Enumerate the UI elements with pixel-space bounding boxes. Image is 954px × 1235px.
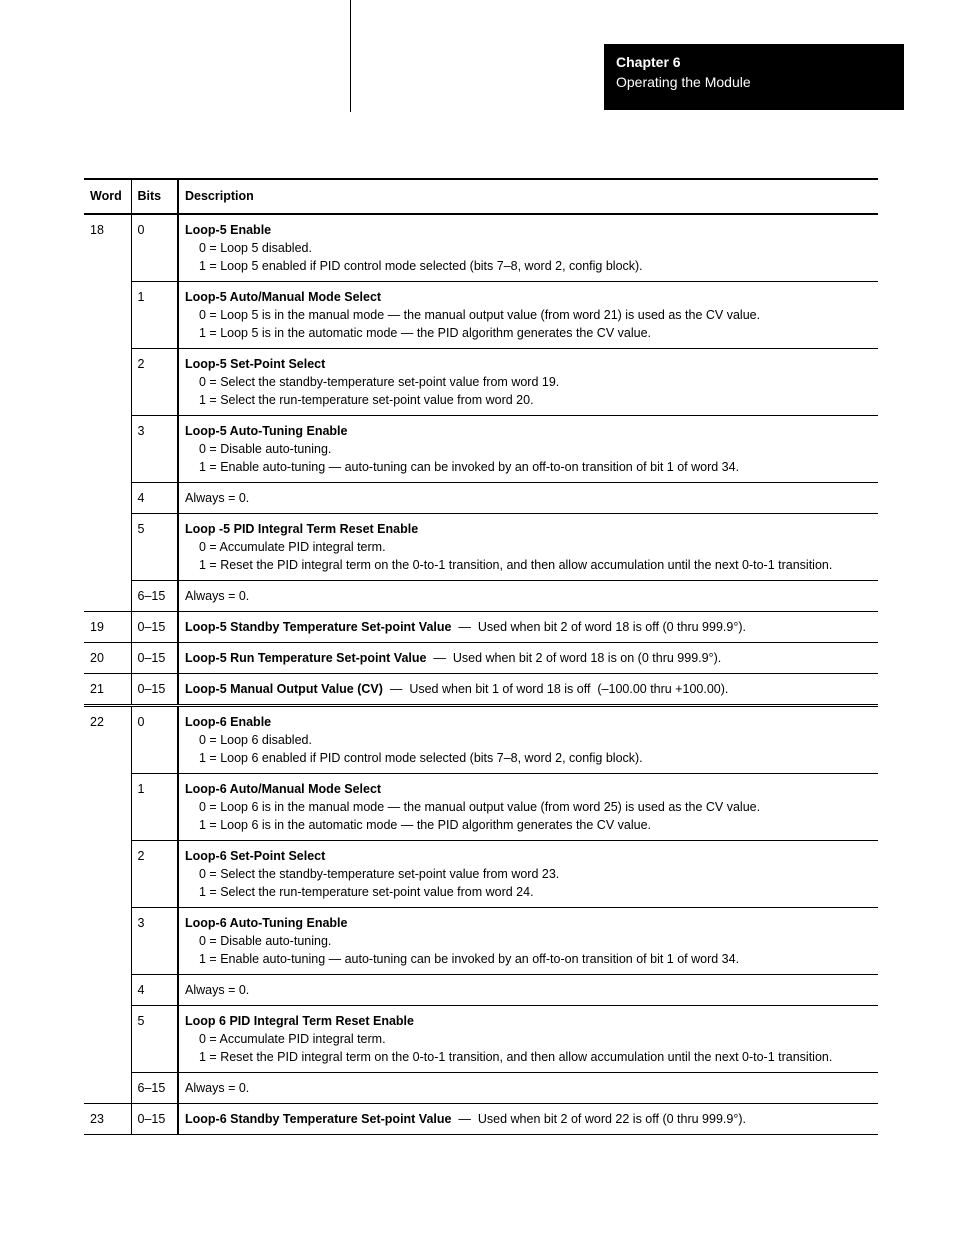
description-cell <box>178 612 878 643</box>
description-title: Loop-5 Set-Point Select <box>185 357 326 371</box>
table-row <box>84 1006 878 1073</box>
chapter-title: Operating the Module <box>616 74 751 90</box>
description-cell <box>178 1006 878 1073</box>
description-cell <box>178 214 878 282</box>
table-row <box>84 643 878 674</box>
description-line: 0 = Accumulate PID integral term. <box>199 540 386 554</box>
description-text: Always = 0. <box>185 983 250 997</box>
bits-cell: 0 <box>131 214 178 282</box>
description-title: Loop-6 Enable <box>185 715 272 729</box>
bits-cell: 0–15 <box>131 674 178 706</box>
bits-cell: 6–15 <box>131 581 178 612</box>
table-header-row <box>84 179 878 214</box>
description-text: — Used when bit 1 of word 18 is off (–100.00 thru +100.00). <box>382 682 729 696</box>
table-row <box>84 975 878 1006</box>
table-row <box>84 774 878 841</box>
description-line: 0 = Loop 6 disabled. <box>199 733 312 747</box>
description-cell <box>178 975 878 1006</box>
bits-cell: 4 <box>131 975 178 1006</box>
bits-cell: 3 <box>131 908 178 975</box>
bits-cell: 0 <box>131 706 178 774</box>
column-header-word: Word <box>84 179 131 214</box>
chapter-number: Chapter 6 <box>616 54 681 70</box>
table-row <box>84 908 878 975</box>
register-table <box>84 178 878 1135</box>
description-title: Loop-5 Auto-Tuning Enable <box>185 424 348 438</box>
column-header-bits: Bits <box>131 179 178 214</box>
description-line: 0 = Accumulate PID integral term. <box>199 1032 386 1046</box>
word-cell: 22 <box>84 706 131 1104</box>
bits-cell: 0–15 <box>131 643 178 674</box>
description-line: 1 = Enable auto-tuning — auto-tuning can be invoked by an off-to-on transition of bit 1 of word 34. <box>199 460 740 474</box>
description-title: Loop-5 Enable <box>185 223 272 237</box>
description-line: 0 = Loop 5 is in the manual mode — the manual output value (from word 21) is used as the CV value. <box>199 308 761 322</box>
description-cell <box>178 841 878 908</box>
word-cell: 20 <box>84 643 131 674</box>
description-title: Loop-6 Set-Point Select <box>185 849 326 863</box>
description-line: 0 = Disable auto-tuning. <box>199 934 332 948</box>
column-header-description: Description <box>178 179 878 214</box>
description-line: 0 = Loop 6 is in the manual mode — the manual output value (from word 25) is used as the CV value. <box>199 800 761 814</box>
description-cell <box>178 774 878 841</box>
description-text: — Used when bit 2 of word 22 is off (0 thru 999.9°). <box>451 1112 746 1126</box>
bits-cell: 5 <box>131 1006 178 1073</box>
bits-cell: 5 <box>131 514 178 581</box>
description-title: Loop-5 Auto/Manual Mode Select <box>185 290 382 304</box>
bits-cell: 2 <box>131 349 178 416</box>
description-title: Loop-5 Manual Output Value (CV) <box>185 682 383 696</box>
description-line: 0 = Select the standby-temperature set-point value from word 19. <box>199 375 560 389</box>
table-row <box>84 349 878 416</box>
bits-cell: 2 <box>131 841 178 908</box>
description-cell <box>178 349 878 416</box>
description-cell <box>178 643 878 674</box>
description-line: 0 = Loop 5 disabled. <box>199 241 312 255</box>
description-cell <box>178 282 878 349</box>
description-line: 1 = Select the run-temperature set-point value from word 24. <box>199 885 534 899</box>
description-line: 1 = Loop 5 enabled if PID control mode selected (bits 7–8, word 2, config block). <box>199 259 643 273</box>
table-row <box>84 706 878 774</box>
description-cell <box>178 581 878 612</box>
description-line: 1 = Enable auto-tuning — auto-tuning can be invoked by an off-to-on transition of bit 1 of word 34. <box>199 952 740 966</box>
table-row <box>84 282 878 349</box>
description-title: Loop 6 PID Integral Term Reset Enable <box>185 1014 414 1028</box>
description-text: Always = 0. <box>185 589 250 603</box>
header-vertical-rule <box>350 0 351 112</box>
description-text: Always = 0. <box>185 491 250 505</box>
table-row <box>84 1073 878 1104</box>
table-body <box>84 214 878 1135</box>
table-row <box>84 841 878 908</box>
description-line: 0 = Select the standby-temperature set-point value from word 23. <box>199 867 560 881</box>
table-row <box>84 612 878 643</box>
description-line: 1 = Select the run-temperature set-point value from word 20. <box>199 393 534 407</box>
table-row <box>84 581 878 612</box>
description-title: Loop-5 Run Temperature Set-point Value <box>185 651 427 665</box>
description-line: 0 = Disable auto-tuning. <box>199 442 332 456</box>
description-cell <box>178 1073 878 1104</box>
word-cell: 18 <box>84 214 131 612</box>
bits-cell: 1 <box>131 282 178 349</box>
description-title: Loop -5 PID Integral Term Reset Enable <box>185 522 419 536</box>
bits-cell: 4 <box>131 483 178 514</box>
description-title: Loop-6 Standby Temperature Set-point Value <box>185 1112 452 1126</box>
table-row <box>84 416 878 483</box>
description-line: 1 = Reset the PID integral term on the 0-to-1 transition, and then allow accumulation until the next 0-to-1 transition. <box>199 1050 833 1064</box>
description-cell <box>178 416 878 483</box>
description-title: Loop-5 Standby Temperature Set-point Value <box>185 620 452 634</box>
description-cell <box>178 706 878 774</box>
description-line: 1 = Reset the PID integral term on the 0-to-1 transition, and then allow accumulation until the next 0-to-1 transition. <box>199 558 833 572</box>
table-row <box>84 514 878 581</box>
description-line: 1 = Loop 6 is in the automatic mode — the PID algorithm generates the CV value. <box>199 818 651 832</box>
description-cell <box>178 483 878 514</box>
word-cell: 19 <box>84 612 131 643</box>
description-cell <box>178 514 878 581</box>
description-title: Loop-6 Auto-Tuning Enable <box>185 916 348 930</box>
description-line: 1 = Loop 6 enabled if PID control mode selected (bits 7–8, word 2, config block). <box>199 751 643 765</box>
description-text: — Used when bit 2 of word 18 is off (0 thru 999.9°). <box>451 620 746 634</box>
description-cell <box>178 1104 878 1135</box>
bits-cell: 0–15 <box>131 612 178 643</box>
description-line: 1 = Loop 5 is in the automatic mode — the PID algorithm generates the CV value. <box>199 326 651 340</box>
table-row <box>84 1104 878 1135</box>
description-text: — Used when bit 2 of word 18 is on (0 thru 999.9°). <box>426 651 722 665</box>
description-cell <box>178 908 878 975</box>
word-cell: 21 <box>84 674 131 706</box>
description-cell <box>178 674 878 706</box>
chapter-header <box>604 44 904 110</box>
bits-cell: 1 <box>131 774 178 841</box>
table-row <box>84 483 878 514</box>
table-row <box>84 674 878 706</box>
description-text: Always = 0. <box>185 1081 250 1095</box>
bits-cell: 6–15 <box>131 1073 178 1104</box>
bits-cell: 0–15 <box>131 1104 178 1135</box>
table-row <box>84 214 878 282</box>
description-title: Loop-6 Auto/Manual Mode Select <box>185 782 382 796</box>
word-cell: 23 <box>84 1104 131 1135</box>
bits-cell: 3 <box>131 416 178 483</box>
